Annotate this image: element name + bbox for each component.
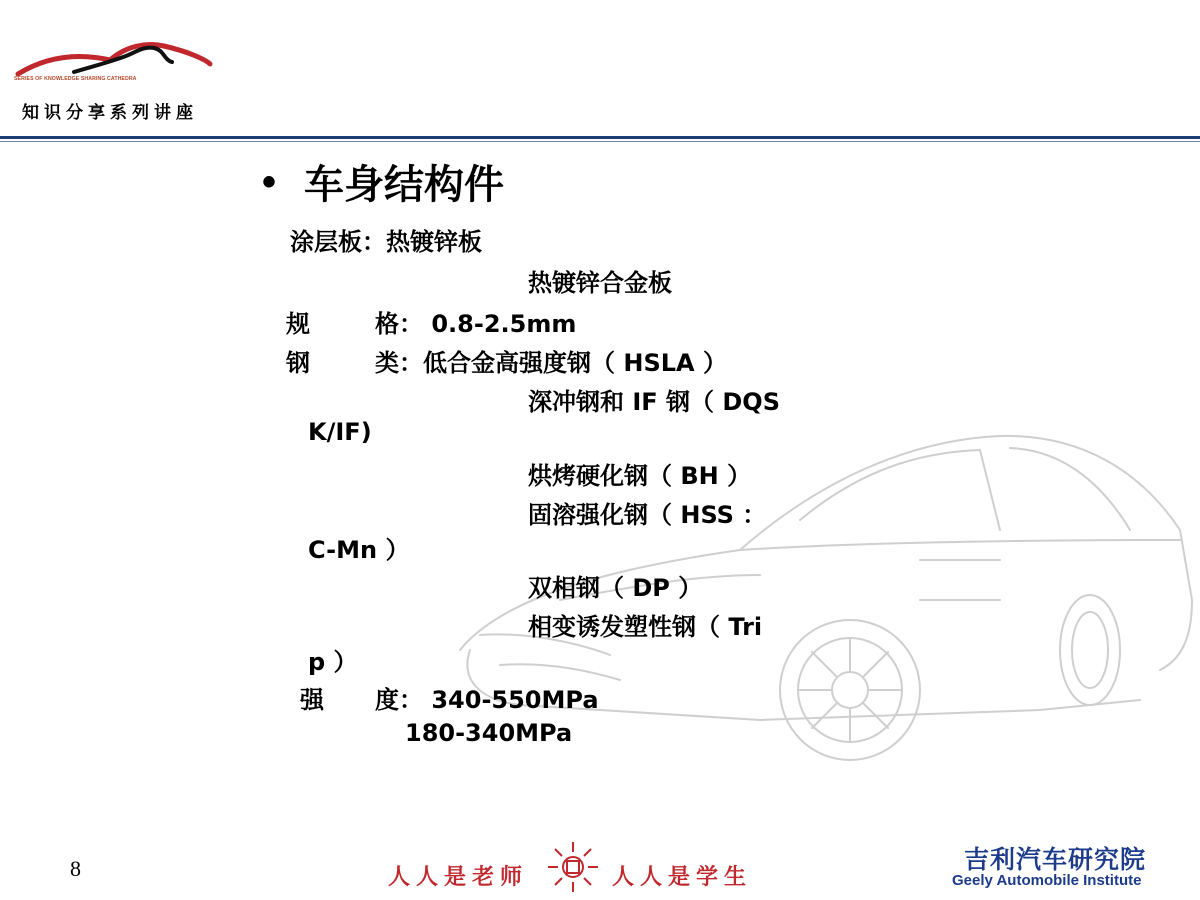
logo-subtitle: SERIES OF KNOWLEDGE SHARING CATHEDRA [14,76,137,82]
body-line-dqs: 深冲钢和 IF 钢（ DQS [528,388,780,416]
body-line-dp: 双相钢（ DP ） [528,574,703,602]
org-name-en: Geely Automobile Institute [952,872,1142,889]
body-line-hsla: 类：低合金高强度钢（ HSLA ） [375,349,727,377]
body-line-alloy: 热镀锌合金板 [528,269,672,297]
motto-left: 人人是老师 [388,864,529,890]
body-line-dqs-cont: K/IF) [308,418,372,446]
header-rule [0,136,1200,139]
motto-right: 人人是学生 [612,864,753,890]
org-name-cn: 吉利汽车研究院 [964,845,1147,874]
body-line-hss-cont: C-Mn ） [308,536,410,564]
body-label-spec-a: 规 [286,310,310,338]
body-line-trip-cont: p ） [308,648,358,676]
body-line-spec: 格： 0.8-2.5mm [375,310,577,338]
body-line-coating: 涂层板：热镀锌板 [290,228,482,256]
page-number: 8 [70,856,81,881]
body-label-type-a: 钢 [286,349,310,377]
title-bullet: • [262,160,277,204]
body-line-strength: 度： 340-550MPa [375,686,599,714]
body-line-strength-2: 180-340MPa [405,719,573,747]
header-rule-thin [0,141,1200,142]
body-label-strength-a: 强 [300,686,324,714]
body-line-trip: 相变诱发塑性钢（ Tri [528,613,763,641]
body-line-hss: 固溶强化钢（ HSS ： [528,501,767,529]
body-line-bh: 烘烤硬化钢（ BH ） [528,462,752,490]
slide-title: 车身结构件 [304,162,504,208]
emblem-icon [546,840,600,894]
logo-title: 知识分享系列讲座 [22,103,198,123]
